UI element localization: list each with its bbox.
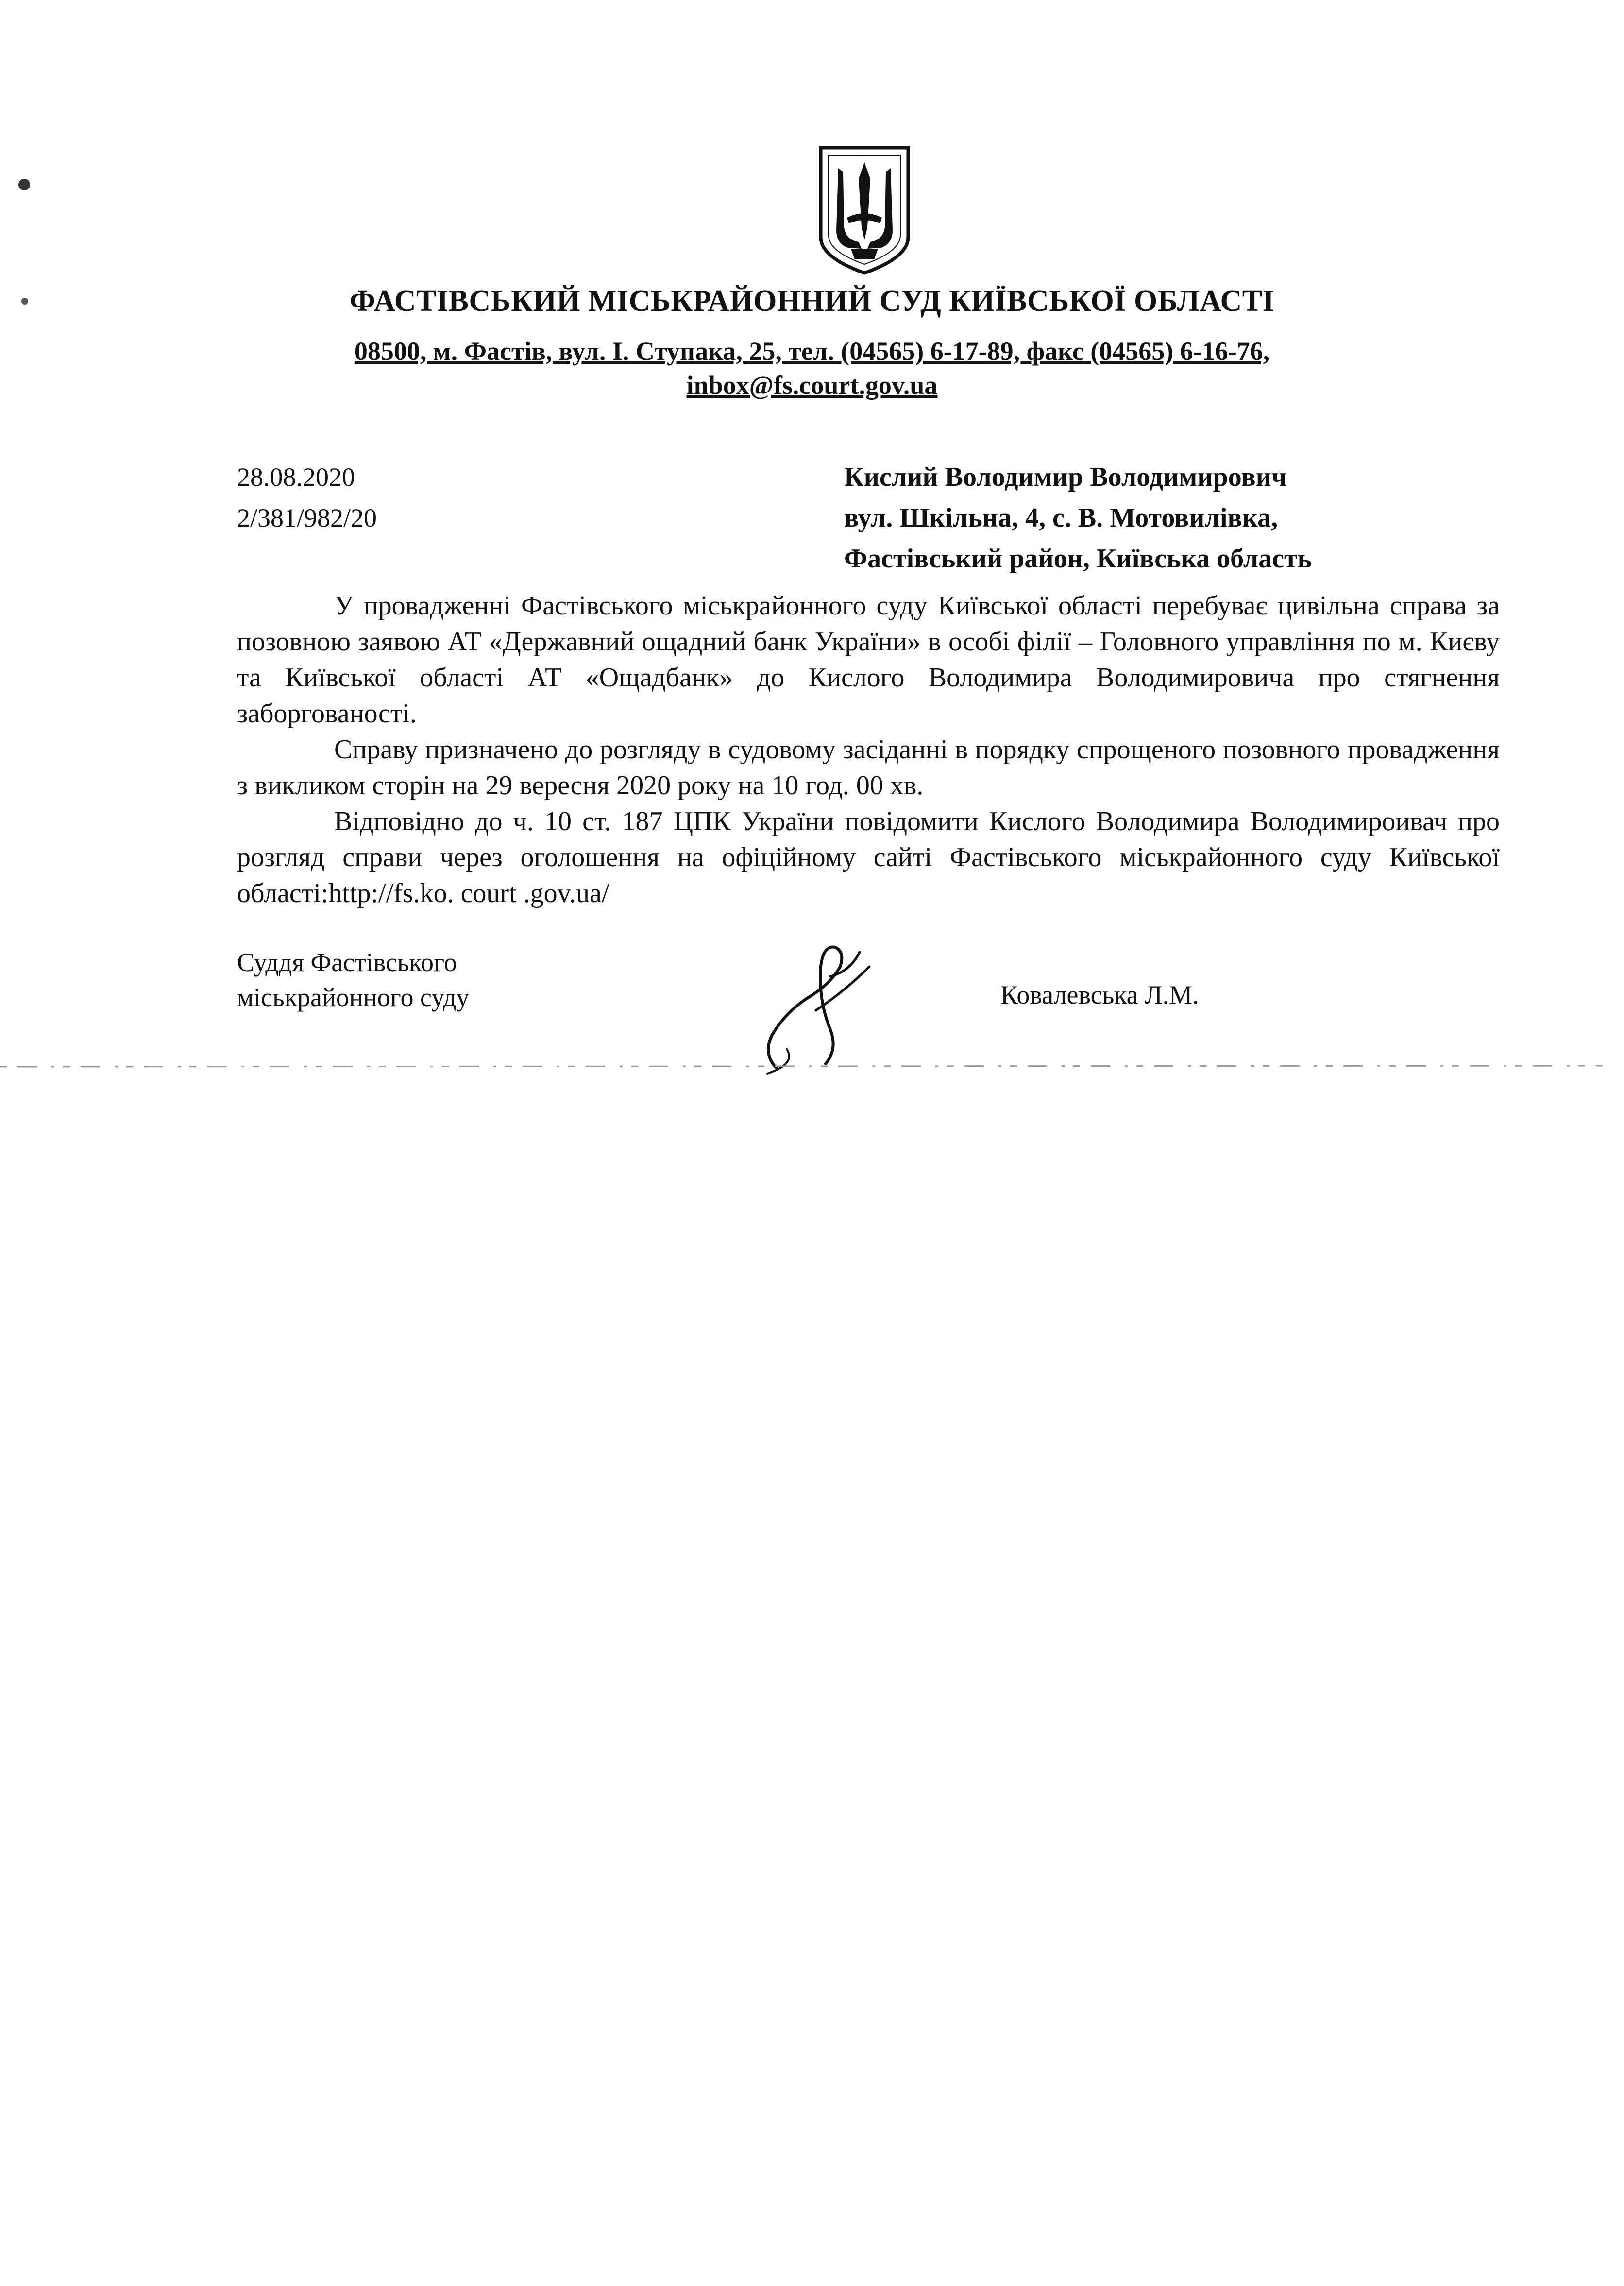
judge-title-line: міськрайонного суду [237, 983, 470, 1012]
body-paragraph: Справу призначено до розгляду в судовому засіданні в порядку спрощеного позовного провадження з викликом сторін на 29 вересня 2020 року на 10 год. 00 хв. [237, 734, 1500, 801]
body-paragraph: Відповідно до ч. 10 ст. 187 ЦПК України повідомити Кислого Володимира Володимироивач про розгляд справи через оголошення на офіційному сайті Фастівського міськрайонного суду Київської області:http://fs.ko. court .gov.ua/ [237, 806, 1500, 908]
court-address: 08500, м. Фастів, вул. І. Ступака, 25, тел. (04565) 6-17-89, факс (04565) 6-16-76, [354, 337, 1270, 366]
document-date: 28.08.2020 [237, 462, 355, 492]
body-paragraph: У провадженні Фастівського міськрайонного суду Київської області перебуває цивільна справа за позовною заявою АТ «Державний ощадний банк України» в особі філії – Головного управління по м. Києву та Київської області АТ «Ощадбанк» до Кислого Володимира Володимировича про стягнення заборгованості. [237, 591, 1500, 729]
trident-coat-of-arms-icon [817, 145, 912, 276]
judge-name: Ковалевська Л.М. [1000, 980, 1199, 1009]
handwritten-signature [758, 938, 884, 1078]
judge-title-line: Суддя Фастівського [237, 948, 457, 977]
document-meta [237, 457, 377, 538]
judge-title [237, 945, 469, 1015]
recipient-block [844, 457, 1312, 579]
recipient-street: вул. Шкільна, 4, с. В. Мотовилівка, [844, 503, 1278, 533]
notice-body [237, 588, 1500, 911]
recipient-district: Фастівський район, Київська область [844, 544, 1312, 574]
case-number: 2/381/982/20 [237, 503, 377, 532]
court-email: inbox@fs.court.gov.ua [686, 371, 938, 400]
recipient-name: Кислий Володимир Володимирович [844, 462, 1287, 492]
scan-speck [15, 175, 34, 194]
court-name: ФАСТІВСЬКИЙ МІСЬКРАЙОННИЙ СУД КИЇВСЬКОЇ ОБЛАСТІ [349, 285, 1275, 318]
scan-artifact-line [0, 1064, 1624, 1069]
scan-speck [17, 294, 32, 308]
